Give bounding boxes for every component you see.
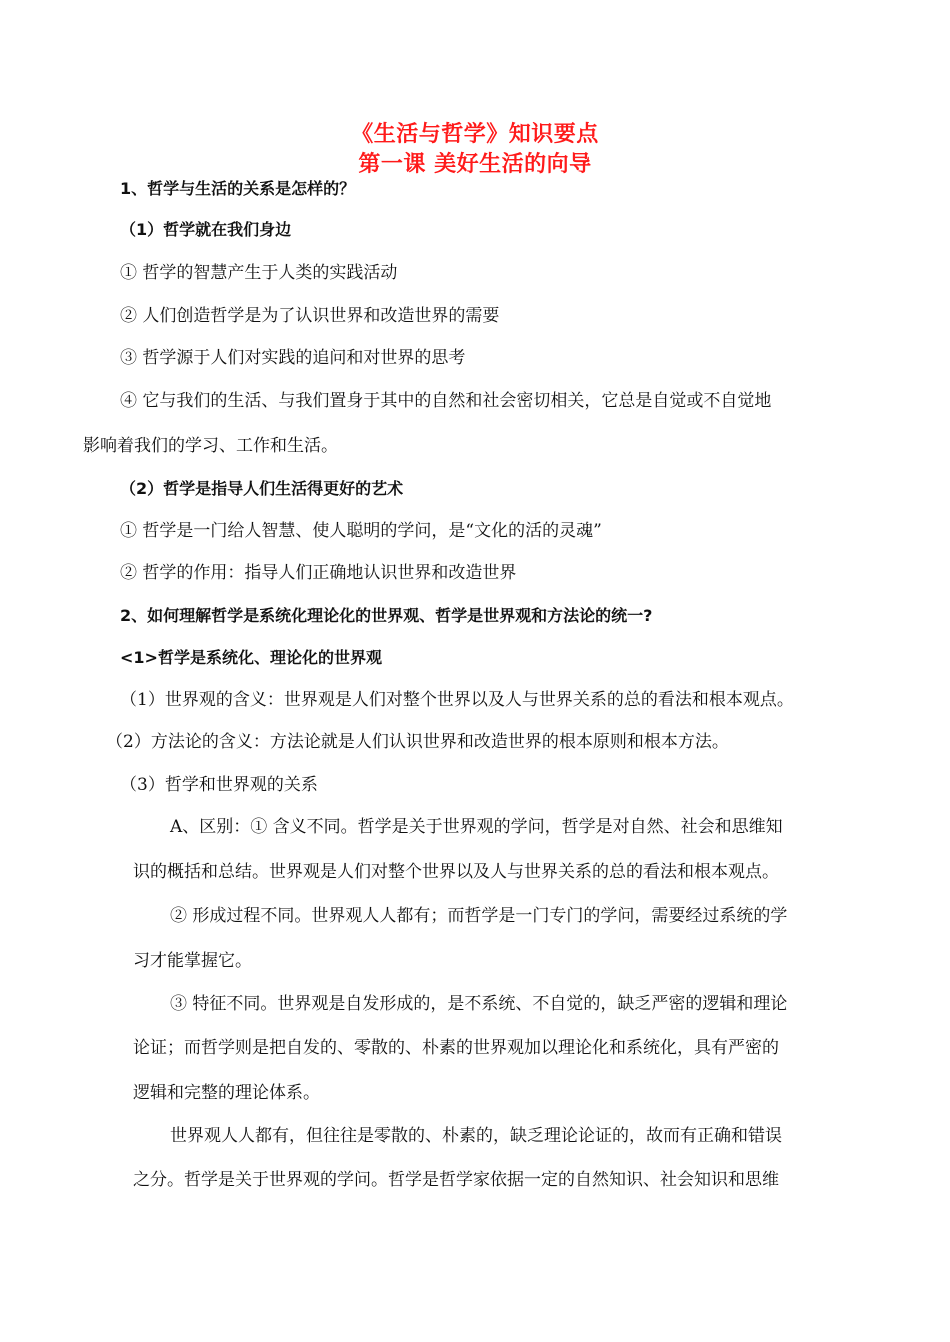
paragraph-line: 逻辑和完整的理论体系。: [133, 1083, 320, 1103]
paragraph-line: （1）世界观的含义：世界观是人们对整个世界以及人与世界关系的总的看法和根本观点。: [120, 690, 794, 710]
paragraph-line: 影响着我们的学习、工作和生活。: [83, 436, 338, 456]
section-heading: <1>哲学是系统化、理论化的世界观: [120, 648, 382, 667]
lesson-title: 第一课 美好生活的向导: [358, 152, 592, 177]
paragraph-line: 习才能掌握它。: [133, 951, 252, 971]
paragraph-line: 之分。哲学是关于世界观的学问。哲学是哲学家依据一定的自然知识、社会知识和思维: [133, 1170, 779, 1190]
paragraph-line: ③ 特征不同。世界观是自发形成的，是不系统、不自觉的，缺乏严密的逻辑和理论: [170, 994, 788, 1014]
paragraph-line: 识的概括和总结。世界观是人们对整个世界以及人与世界关系的总的看法和根本观点。: [133, 862, 779, 882]
section-heading: （1）哲学就在我们身边: [120, 220, 292, 239]
paragraph-line: （3）哲学和世界观的关系: [120, 775, 318, 795]
paragraph-line: （2）方法论的含义：方法论就是人们认识世界和改造世界的根本原则和根本方法。: [106, 732, 729, 752]
question-heading: 1、哲学与生活的关系是怎样的？: [120, 179, 356, 198]
section-heading: （2）哲学是指导人们生活得更好的艺术: [120, 479, 404, 498]
paragraph-line: 论证；而哲学则是把自发的、零散的、朴素的世界观加以理论化和系统化，具有严密的: [133, 1038, 779, 1058]
paragraph-line: ② 人们创造哲学是为了认识世界和改造世界的需要: [120, 306, 500, 326]
paragraph-line: ① 哲学的智慧产生于人类的实践活动: [120, 263, 398, 283]
paragraph-line: ② 形成过程不同。世界观人人都有；而哲学是一门专门的学问，需要经过系统的学: [170, 906, 788, 926]
question-heading: 2、如何理解哲学是系统化理论化的世界观、哲学是世界观和方法论的统一?: [120, 606, 653, 625]
paragraph-line: ② 哲学的作用：指导人们正确地认识世界和改造世界: [120, 563, 517, 583]
paragraph-line: ③ 哲学源于人们对实践的追问和对世界的思考: [120, 348, 466, 368]
paragraph-line: ① 哲学是一门给人智慧、使人聪明的学问，是“文化的活的灵魂”: [120, 521, 602, 541]
paragraph-line: ④ 它与我们的生活、与我们置身于其中的自然和社会密切相关，它总是自觉或不自觉地: [120, 391, 772, 411]
paragraph-line: A、区别：① 含义不同。哲学是关于世界观的学问，哲学是对自然、社会和思维知: [170, 817, 783, 837]
paragraph-line: 世界观人人都有，但往往是零散的、朴素的，缺乏理论论证的，故而有正确和错误: [170, 1126, 782, 1146]
document-title: 《生活与哲学》知识要点: [351, 122, 599, 147]
